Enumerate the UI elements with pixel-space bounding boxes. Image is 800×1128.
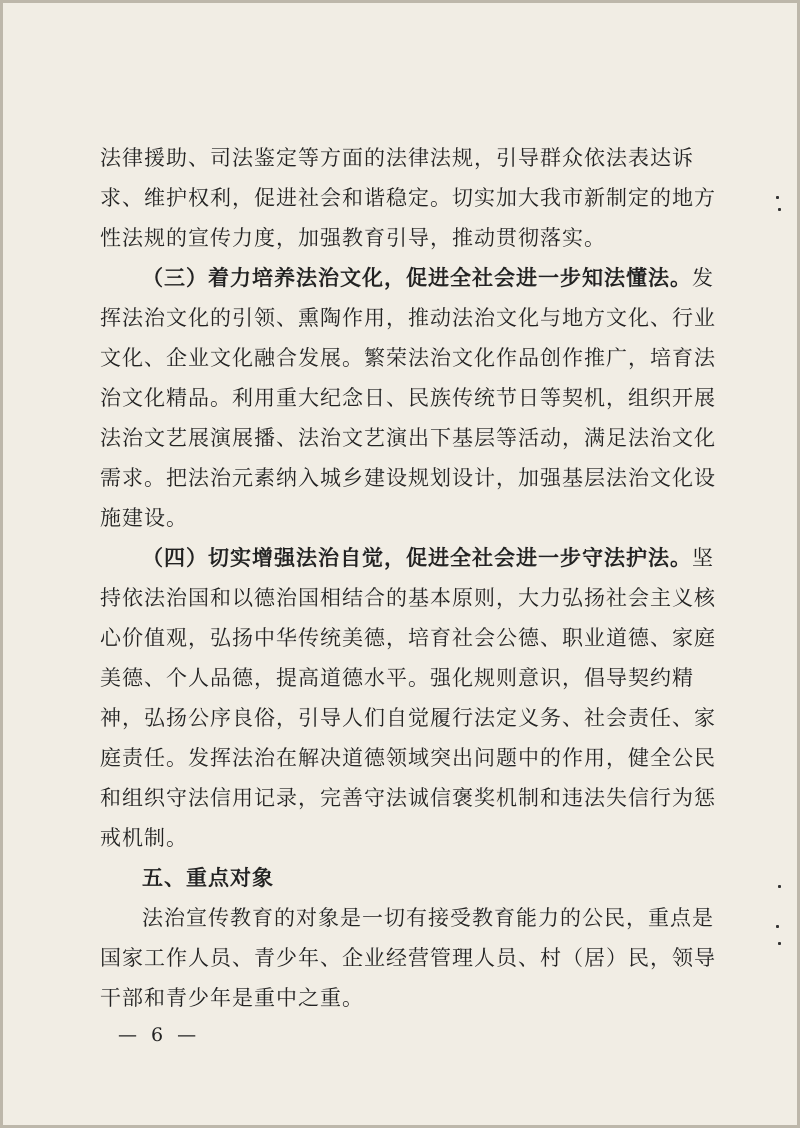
paragraph-2-line-7: 施建设。 xyxy=(100,506,188,530)
scan-speck xyxy=(778,885,781,888)
scan-speck xyxy=(776,196,779,199)
section-4-heading: （四）切实增强法治自觉，促进全社会进一步守法护法。坚 xyxy=(142,545,714,570)
paragraph-2-line-2: 挥法治文化的引领、熏陶作用，推动法治文化与地方文化、行业 xyxy=(100,306,716,330)
paragraph-3-line-6: 庭责任。发挥法治在解决道德领域突出问题中的作用，健全公民 xyxy=(100,746,716,770)
section-5-title: 五、重点对象 xyxy=(142,865,274,890)
paragraph-5-line-2: 国家工作人员、青少年、企业经营管理人员、村（居）民，领导 xyxy=(100,946,716,970)
paragraph-1-line-1: 法律援助、司法鉴定等方面的法律法规，引导群众依法表达诉 xyxy=(100,146,694,170)
paragraph-2-line-6: 需求。把法治元素纳入城乡建设规划设计，加强基层法治文化设 xyxy=(100,466,716,490)
paragraph-3-line-3: 心价值观，弘扬中华传统美德，培育社会公德、职业道德、家庭 xyxy=(100,626,716,650)
page-number: — 6 — xyxy=(118,1024,201,1046)
paragraph-2-line-5: 法治文艺展演展播、法治文艺演出下基层等活动，满足法治文化 xyxy=(100,426,716,450)
scan-speck xyxy=(778,942,781,945)
paragraph-3-line-2: 持依法治国和以德治国相结合的基本原则，大力弘扬社会主义核 xyxy=(100,586,716,610)
page-edge-top xyxy=(0,0,800,3)
paragraph-2-line-1 xyxy=(100,258,714,298)
paragraph-3-line-5: 神，弘扬公序良俗，引导人们自觉履行法定义务、社会责任、家 xyxy=(100,706,716,730)
paragraph-1-line-3: 性法规的宣传力度，加强教育引导，推动贯彻落实。 xyxy=(100,226,606,250)
paragraph-3-line-8: 戒机制。 xyxy=(100,826,188,850)
paragraph-3-line-1 xyxy=(100,538,714,578)
scan-speck xyxy=(778,208,781,211)
paragraph-3-line-7: 和组织守法信用记录，完善守法诚信褒奖机制和违法失信行为惩 xyxy=(100,786,716,810)
scan-speck xyxy=(776,925,779,928)
paragraph-5-line-1: 法治宣传教育的对象是一切有接受教育能力的公民，重点是 xyxy=(142,906,714,930)
paragraph-2-line-3: 文化、企业文化融合发展。繁荣法治文化作品创作推广，培育法 xyxy=(100,346,716,370)
page-edge-left xyxy=(0,0,3,1128)
paragraph-1-line-2: 求、维护权利，促进社会和谐稳定。切实加大我市新制定的地方 xyxy=(100,186,716,210)
paragraph-5-line-3: 干部和青少年是重中之重。 xyxy=(100,986,364,1010)
section-3-heading: （三）着力培养法治文化，促进全社会进一步知法懂法。发 xyxy=(142,265,714,290)
document-body xyxy=(100,138,716,1018)
paragraph-2-line-4: 治文化精品。利用重大纪念日、民族传统节日等契机，组织开展 xyxy=(100,386,716,410)
paragraph-3-line-4: 美德、个人品德，提高道德水平。强化规则意识，倡导契约精 xyxy=(100,666,694,690)
